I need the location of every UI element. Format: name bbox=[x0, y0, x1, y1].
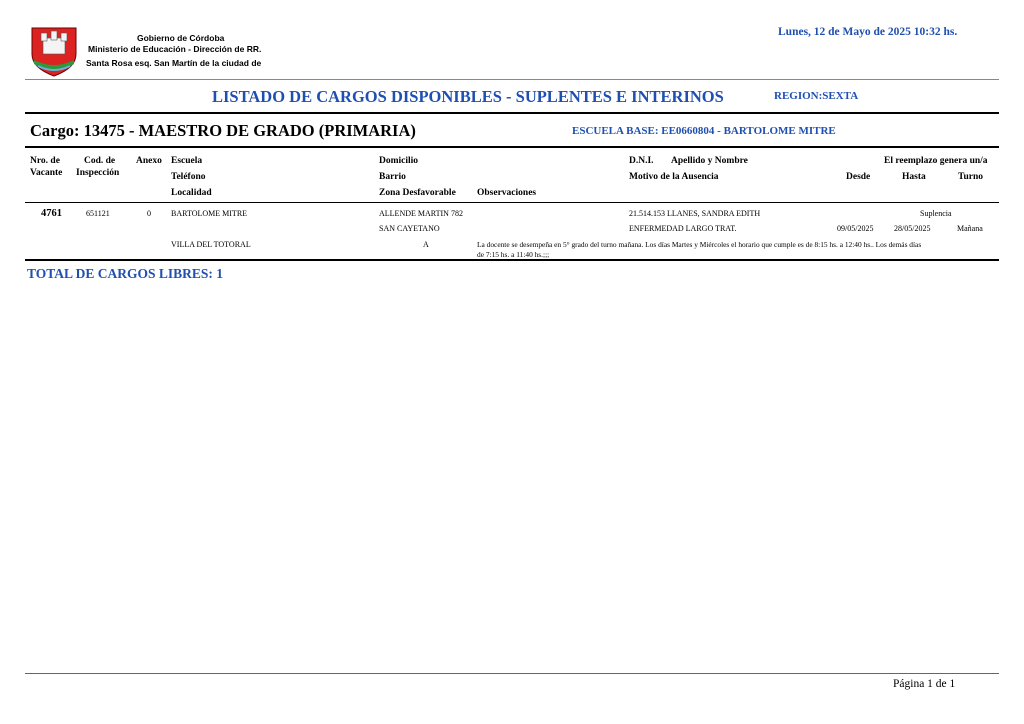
report-title: LISTADO DE CARGOS DISPONIBLES - SUPLENTES E INTERINOS bbox=[212, 87, 724, 106]
row-anexo: 0 bbox=[147, 209, 151, 218]
row-motivo: ENFERMEDAD LARGO TRAT. bbox=[629, 224, 737, 233]
row-observaciones-line-2: de 7:15 hs. a 11:40 hs.;;; bbox=[477, 250, 550, 259]
region-label: REGION:SEXTA bbox=[774, 90, 859, 102]
org-line-1: Gobierno de Córdoba bbox=[137, 33, 225, 43]
col-observaciones: Observaciones bbox=[477, 188, 537, 198]
report-datetime: Lunes, 12 de Mayo de 2025 10:32 hs. bbox=[778, 26, 958, 38]
col-telefono: Teléfono bbox=[171, 172, 206, 182]
header-divider bbox=[25, 79, 999, 80]
page-number: Página 1 de 1 bbox=[893, 678, 956, 690]
row-domicilio: ALLENDE MARTIN 782 bbox=[379, 209, 463, 218]
col-escuela: Escuela bbox=[171, 156, 203, 166]
table-bottom-divider bbox=[25, 259, 999, 261]
row-observaciones-line-1: La docente se desempeña en 5° grado del turno mañana. Los días Martes y Miércoles el horario que cumple es de 8:15 hs. a 12:40 hs.. Los demás días bbox=[477, 240, 922, 249]
escuela-base: ESCUELA BASE: EE0660804 - BARTOLOME MITRE bbox=[572, 125, 836, 137]
col-cod-inspeccion-2: Inspección bbox=[76, 168, 120, 178]
col-reemplazo: El reemplazo genera un/a bbox=[884, 156, 988, 166]
row-localidad: VILLA DEL TOTORAL bbox=[171, 240, 251, 249]
col-zona: Zona Desfavorable bbox=[379, 188, 456, 198]
org-line-2: Ministerio de Educación - Dirección de RR. bbox=[88, 44, 262, 54]
title-divider bbox=[25, 112, 999, 114]
table-header-divider bbox=[25, 202, 999, 203]
col-cod-inspeccion-1: Cod. de bbox=[84, 156, 116, 166]
footer-divider bbox=[25, 673, 999, 674]
row-zona: A bbox=[423, 240, 429, 249]
col-anexo: Anexo bbox=[136, 156, 162, 166]
row-barrio: SAN CAYETANO bbox=[379, 224, 440, 233]
row-escuela: BARTOLOME MITRE bbox=[171, 209, 248, 218]
col-turno: Turno bbox=[958, 172, 983, 182]
col-barrio: Barrio bbox=[379, 172, 406, 182]
col-domicilio: Domicilio bbox=[379, 156, 419, 166]
cargo-title: Cargo: 13475 - MAESTRO DE GRADO (PRIMARIA) bbox=[30, 121, 416, 140]
col-desde: Desde bbox=[846, 172, 871, 182]
org-line-3: Santa Rosa esq. San Martín de la ciudad de bbox=[86, 58, 262, 68]
col-motivo: Motivo de la Ausencia bbox=[629, 172, 719, 182]
row-reemplazo: Suplencia bbox=[920, 209, 952, 218]
col-hasta: Hasta bbox=[902, 172, 926, 182]
row-nro-vacante: 4761 bbox=[41, 208, 62, 219]
row-cod-inspeccion: 651121 bbox=[86, 209, 110, 218]
cargo-divider bbox=[25, 146, 999, 148]
total-cargos-libres: TOTAL DE CARGOS LIBRES: 1 bbox=[27, 266, 224, 281]
row-dni-nombre: 21.514.153 LLANES, SANDRA EDITH bbox=[629, 209, 761, 218]
row-hasta: 28/05/2025 bbox=[894, 224, 931, 233]
row-desde: 09/05/2025 bbox=[837, 224, 874, 233]
col-nro-vacante-2: Vacante bbox=[30, 168, 63, 178]
col-localidad: Localidad bbox=[171, 188, 212, 198]
row-turno: Mañana bbox=[957, 224, 983, 233]
col-apellido-nombre: Apellido y Nombre bbox=[671, 156, 748, 166]
col-nro-vacante-1: Nro. de bbox=[30, 156, 60, 166]
col-dni: D.N.I. bbox=[629, 156, 654, 166]
cordoba-coat-of-arms-icon bbox=[28, 24, 80, 78]
